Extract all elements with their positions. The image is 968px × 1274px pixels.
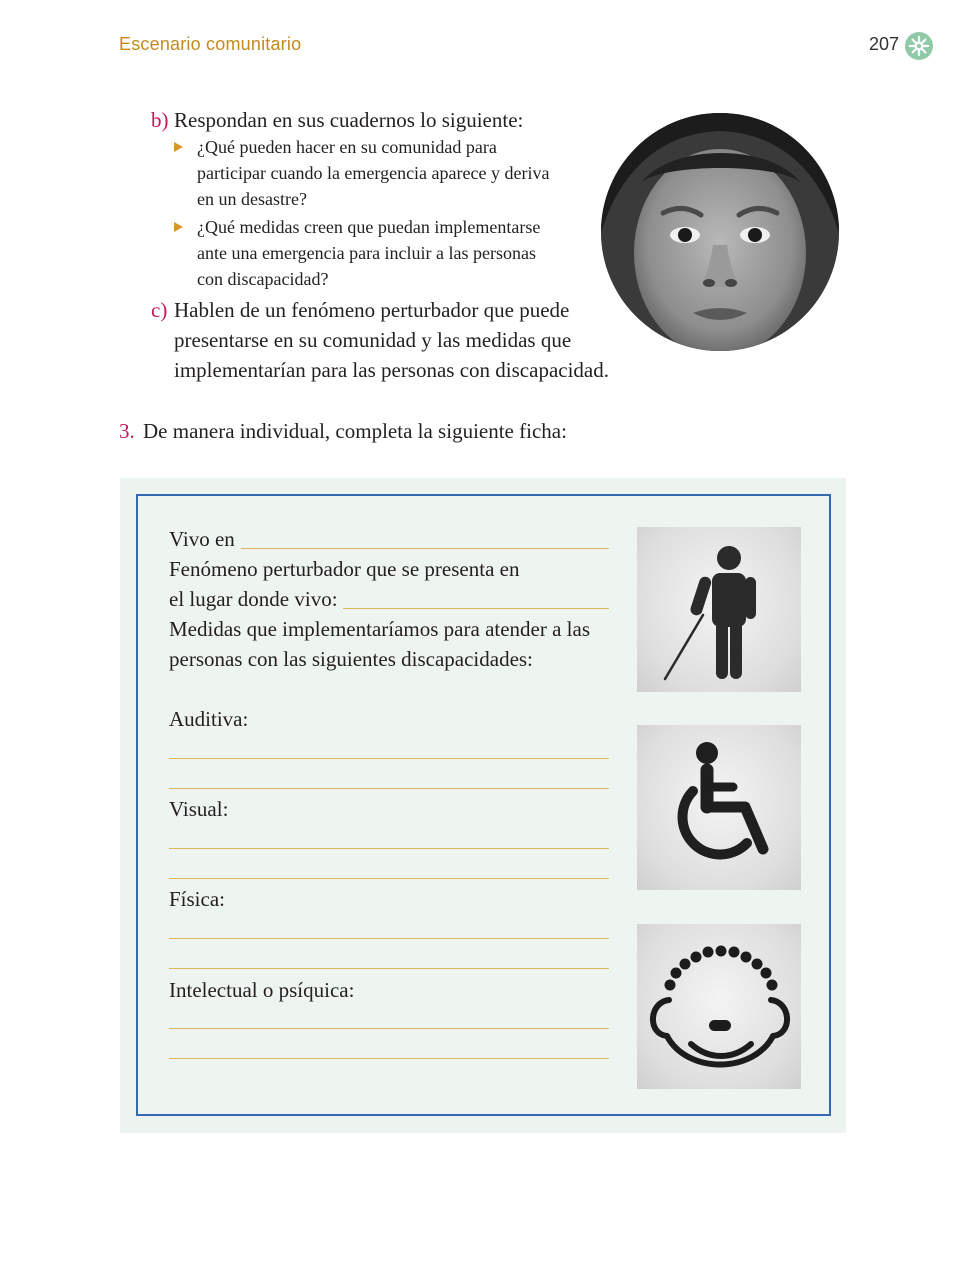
- measures-label: personas con las siguientes discapacidades:: [169, 647, 533, 671]
- answer-line[interactable]: [169, 1058, 609, 1059]
- item-label-c: c): [151, 298, 168, 322]
- item-label-b: b): [151, 108, 169, 132]
- bullet-arrow-icon: [174, 142, 183, 152]
- section-title: Escenario comunitario: [119, 34, 302, 54]
- portrait-photo: [601, 113, 839, 351]
- blind-person-cane-icon: [637, 527, 801, 692]
- lives-in-label: Vivo en: [169, 527, 235, 551]
- item-b-prompt: Respondan en sus cuadernos lo siguiente:: [174, 108, 524, 132]
- answer-line[interactable]: [169, 1028, 609, 1029]
- question-line: ¿Qué medidas creen que puedan implementarse: [197, 217, 541, 237]
- item-c-line: implementarían para las personas con discapacidad.: [174, 358, 609, 382]
- item-c-line: Hablen de un fenómeno perturbador que puede: [174, 298, 570, 322]
- category-visual: Visual:: [169, 797, 229, 821]
- bullet-arrow-icon: [174, 222, 183, 232]
- question-line: participar cuando la emergencia aparece y deriva: [197, 163, 550, 183]
- item-number-3: 3.: [119, 419, 135, 443]
- item-c-line: presentarse en su comunidad y las medidas que: [174, 328, 572, 352]
- phenomenon-label: el lugar donde vivo:: [169, 587, 338, 611]
- question-line: ante una emergencia para incluir a las personas: [197, 243, 537, 263]
- phenomenon-blank[interactable]: [343, 608, 609, 609]
- gear-badge-icon: [905, 32, 933, 60]
- answer-line[interactable]: [169, 788, 609, 789]
- intellectual-disability-face-icon: [637, 924, 801, 1089]
- answer-line[interactable]: [169, 878, 609, 879]
- answer-line[interactable]: [169, 848, 609, 849]
- question-line: con discapacidad?: [197, 269, 329, 289]
- question-line: en un desastre?: [197, 189, 307, 209]
- answer-line[interactable]: [169, 938, 609, 939]
- measures-label: Medidas que implementaríamos para atender a las: [169, 617, 591, 641]
- answer-line[interactable]: [169, 968, 609, 969]
- item-3-instruction: De manera individual, completa la siguiente ficha:: [143, 419, 567, 443]
- lives-in-blank[interactable]: [241, 548, 609, 549]
- phenomenon-label: Fenómeno perturbador que se presenta en: [169, 557, 520, 581]
- page-number: 207: [869, 34, 900, 54]
- wheelchair-icon: [637, 725, 801, 890]
- question-line: ¿Qué pueden hacer en su comunidad para: [197, 137, 497, 157]
- category-auditiva: Auditiva:: [169, 707, 249, 731]
- answer-line[interactable]: [169, 758, 609, 759]
- category-intelectual: Intelectual o psíquica:: [169, 978, 355, 1002]
- category-fisica: Física:: [169, 887, 225, 911]
